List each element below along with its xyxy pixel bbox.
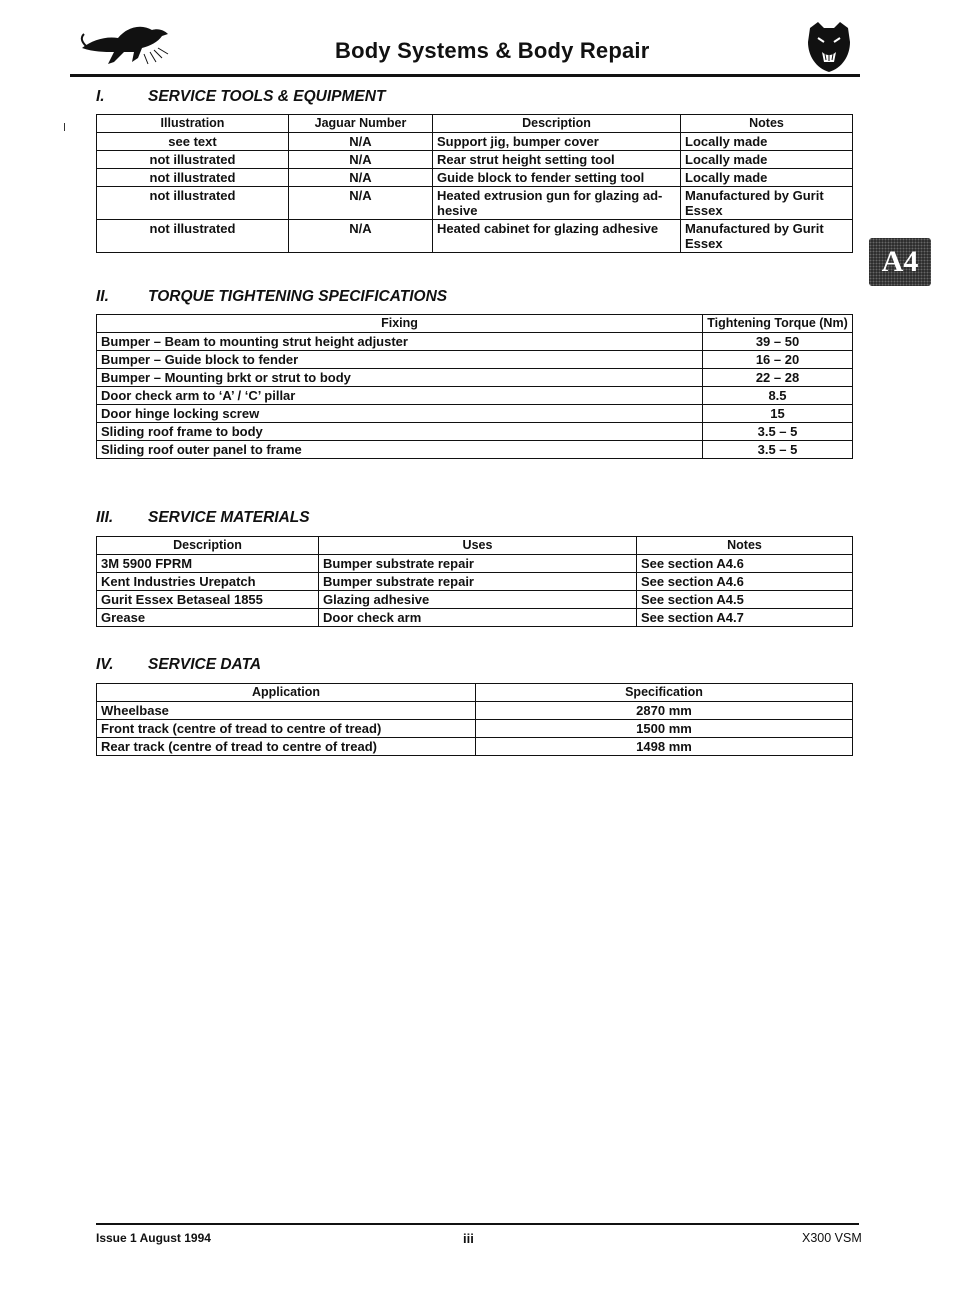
section-title: SERVICE MATERIALS: [148, 509, 310, 526]
table-row: [97, 591, 853, 609]
application-cell: Wheelbase: [97, 702, 476, 720]
column-header: Notes: [637, 537, 853, 555]
table-header-row: [97, 315, 853, 333]
page-number: iii: [463, 1231, 474, 1246]
fixing-cell: Bumper – Beam to mounting strut height adjuster: [97, 333, 703, 351]
notes-cell: See section A4.7: [637, 609, 853, 627]
uses-cell: Bumper substrate repair: [319, 555, 637, 573]
jaguar-growler-logo: [806, 20, 852, 74]
section-number: II.: [96, 288, 109, 305]
issue-date: Issue 1 August 1994: [96, 1231, 211, 1245]
column-header: Tightening Torque (Nm): [703, 315, 853, 333]
table-row: [97, 169, 853, 187]
service-tools-table: [96, 114, 853, 253]
table-row: [97, 151, 853, 169]
column-header: Illustration: [97, 115, 289, 133]
column-header: Specification: [476, 684, 853, 702]
column-header: Jaguar Number: [289, 115, 433, 133]
column-header: Uses: [319, 537, 637, 555]
application-cell: Front track (centre of tread to centre of tread): [97, 720, 476, 738]
notes-cell: See section A4.6: [637, 573, 853, 591]
illustration-cell: not illustrated: [97, 151, 289, 169]
specification-cell: 1500 mm: [476, 720, 853, 738]
description-cell: Kent Industries Urepatch: [97, 573, 319, 591]
torque-specifications-table: [96, 314, 853, 459]
manual-code: X300 VSM: [802, 1231, 862, 1245]
torque-cell: 3.5 – 5: [703, 423, 853, 441]
section-number: III.: [96, 509, 114, 526]
uses-cell: Glazing adhesive: [319, 591, 637, 609]
table-row: [97, 133, 853, 151]
section-tab-label: A4: [881, 245, 919, 278]
illustration-cell: see text: [97, 133, 289, 151]
fixing-cell: Bumper – Guide block to fender: [97, 351, 703, 369]
description-cell: Heated extrusion gun for glazing ad- hesive: [433, 187, 681, 220]
section-tab: [869, 238, 931, 286]
table-row: [97, 187, 853, 220]
notes-cell: See section A4.6: [637, 555, 853, 573]
table-row: [97, 555, 853, 573]
table-row: [97, 220, 853, 253]
jaguar-number-cell: N/A: [289, 187, 433, 220]
notes-cell: Locally made: [681, 169, 853, 187]
notes-cell: Manufactured by Gurit Essex: [681, 187, 853, 220]
description-cell: 3M 5900 FPRM: [97, 555, 319, 573]
service-data-table: [96, 683, 853, 756]
column-header: Description: [97, 537, 319, 555]
section-title: SERVICE TOOLS & EQUIPMENT: [148, 88, 386, 105]
jaguar-number-cell: N/A: [289, 133, 433, 151]
footer-rule: [96, 1223, 859, 1225]
table-header-row: [97, 537, 853, 555]
description-cell: Rear strut height setting tool: [433, 151, 681, 169]
table-header-row: [97, 115, 853, 133]
fixing-cell: Door check arm to ‘A’ / ‘C’ pillar: [97, 387, 703, 405]
torque-cell: 16 – 20: [703, 351, 853, 369]
section-title: SERVICE DATA: [148, 656, 262, 673]
specification-cell: 1498 mm: [476, 738, 853, 756]
table-row: [97, 387, 853, 405]
section-title: TORQUE TIGHTENING SPECIFICATIONS: [148, 288, 448, 305]
notes-cell: Locally made: [681, 151, 853, 169]
table-header-row: [97, 684, 853, 702]
fixing-cell: Door hinge locking screw: [97, 405, 703, 423]
fixing-cell: Bumper – Mounting brkt or strut to body: [97, 369, 703, 387]
description-cell: Gurit Essex Betaseal 1855: [97, 591, 319, 609]
header-rule: [70, 74, 860, 77]
illustration-cell: not illustrated: [97, 220, 289, 253]
table-row: [97, 609, 853, 627]
page-header: [0, 0, 960, 80]
specification-cell: 2870 mm: [476, 702, 853, 720]
torque-cell: 8.5: [703, 387, 853, 405]
torque-cell: 15: [703, 405, 853, 423]
description-cell: Heated cabinet for glazing adhesive: [433, 220, 681, 253]
table-row: [97, 441, 853, 459]
table-row: [97, 423, 853, 441]
torque-cell: 22 – 28: [703, 369, 853, 387]
notes-cell: Locally made: [681, 133, 853, 151]
margin-mark: [64, 123, 65, 131]
illustration-cell: not illustrated: [97, 187, 289, 220]
table-row: [97, 702, 853, 720]
jaguar-leaper-logo: [78, 18, 174, 68]
notes-cell: See section A4.5: [637, 591, 853, 609]
fixing-cell: Sliding roof outer panel to frame: [97, 441, 703, 459]
table-row: [97, 720, 853, 738]
torque-cell: 39 – 50: [703, 333, 853, 351]
header-title: Body Systems & Body Repair: [335, 38, 650, 63]
torque-cell: 3.5 – 5: [703, 441, 853, 459]
illustration-cell: not illustrated: [97, 169, 289, 187]
table-row: [97, 573, 853, 591]
fixing-cell: Sliding roof frame to body: [97, 423, 703, 441]
uses-cell: Bumper substrate repair: [319, 573, 637, 591]
service-materials-table: [96, 536, 853, 627]
column-header: Application: [97, 684, 476, 702]
table-row: [97, 369, 853, 387]
table-row: [97, 405, 853, 423]
jaguar-number-cell: N/A: [289, 151, 433, 169]
table-row: [97, 333, 853, 351]
description-cell: Grease: [97, 609, 319, 627]
table-row: [97, 738, 853, 756]
description-cell: Guide block to fender setting tool: [433, 169, 681, 187]
notes-cell: Manufactured by Gurit Essex: [681, 220, 853, 253]
section-number: I.: [96, 88, 105, 105]
description-cell: Support jig, bumper cover: [433, 133, 681, 151]
column-header: Fixing: [97, 315, 703, 333]
application-cell: Rear track (centre of tread to centre of tread): [97, 738, 476, 756]
jaguar-number-cell: N/A: [289, 220, 433, 253]
section-number: IV.: [96, 656, 114, 673]
table-row: [97, 351, 853, 369]
column-header: Description: [433, 115, 681, 133]
jaguar-number-cell: N/A: [289, 169, 433, 187]
uses-cell: Door check arm: [319, 609, 637, 627]
column-header: Notes: [681, 115, 853, 133]
